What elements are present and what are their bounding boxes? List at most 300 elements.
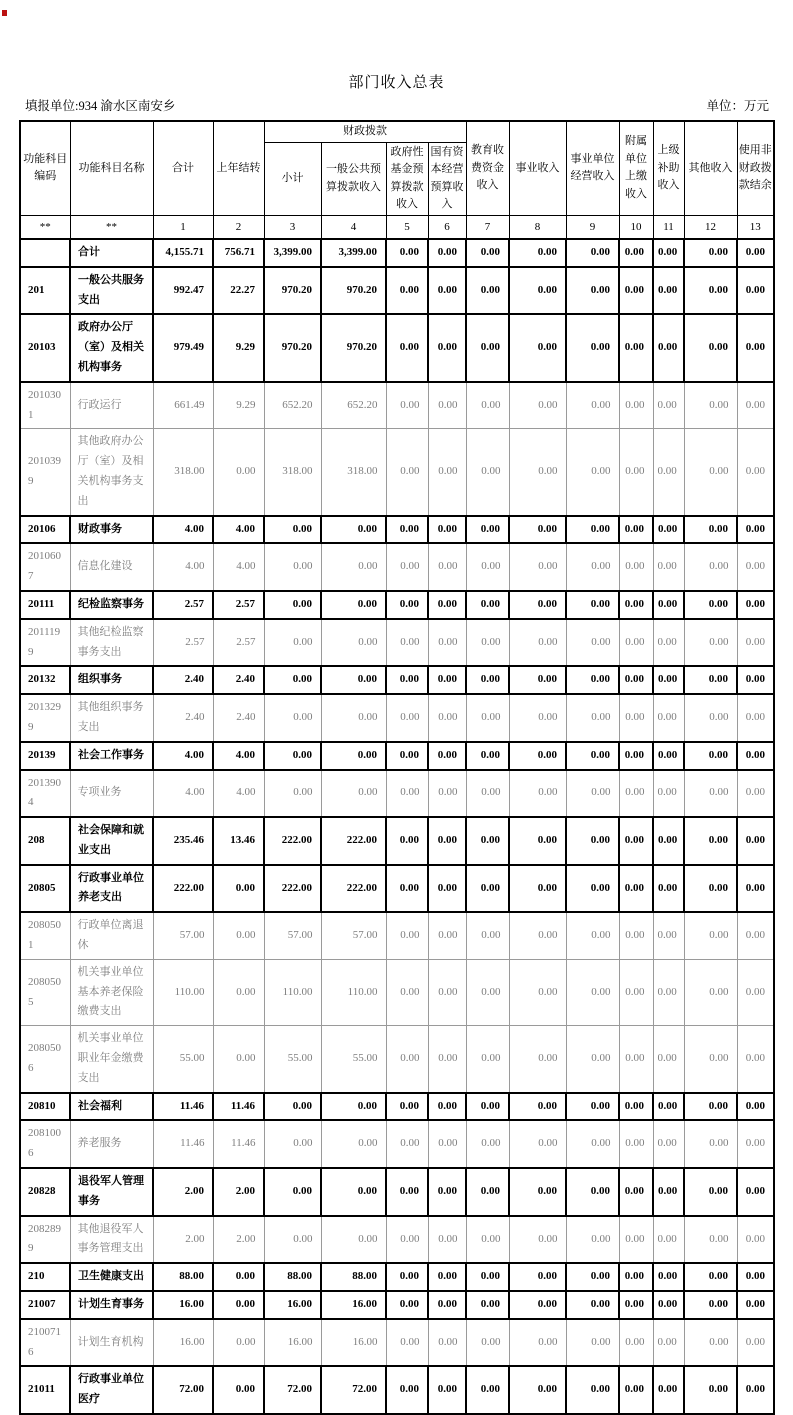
cell-value: 0.00 <box>321 694 386 742</box>
cell-value: 13.46 <box>213 817 264 865</box>
page-title: 部门收入总表 <box>348 75 445 91</box>
cell-value: 0.00 <box>653 1263 684 1291</box>
cell-value: 0.00 <box>509 865 566 913</box>
cell-value: 0.00 <box>737 543 774 591</box>
cell-name: 一般公共服务支出 <box>70 267 153 315</box>
cell-value: 0.00 <box>264 1168 321 1216</box>
cell-value: 0.00 <box>466 742 509 770</box>
cell-value: 0.00 <box>386 1319 428 1367</box>
cell-value: 0.00 <box>386 770 428 818</box>
cell-value: 0.00 <box>566 770 619 818</box>
cell-code: 2082899 <box>20 1216 70 1264</box>
cell-value: 0.00 <box>386 912 428 959</box>
cell-value: 0.00 <box>684 619 737 667</box>
cell-value: 0.00 <box>684 1366 737 1414</box>
cell-value: 2.40 <box>153 694 213 742</box>
cell-value: 0.00 <box>619 429 653 516</box>
cell-value: 0.00 <box>619 1291 653 1319</box>
table-row <box>20 770 774 818</box>
table-row <box>20 1366 774 1414</box>
header-name: 功能科目名称 <box>70 121 153 215</box>
cell-name: 行政事业单位医疗 <box>70 1366 153 1414</box>
cell-value: 0.00 <box>509 770 566 818</box>
index-cell: 4 <box>321 215 386 239</box>
table-row <box>20 1168 774 1216</box>
cell-value: 0.00 <box>428 1093 466 1121</box>
cell-value: 0.00 <box>509 742 566 770</box>
cell-value: 0.00 <box>737 314 774 381</box>
cell-value: 0.00 <box>428 912 466 959</box>
cell-value: 11.46 <box>153 1120 213 1168</box>
cell-value: 0.00 <box>428 267 466 315</box>
cell-value: 0.00 <box>737 1263 774 1291</box>
cell-value: 652.20 <box>321 382 386 429</box>
cell-value: 0.00 <box>428 1366 466 1414</box>
cell-value: 0.00 <box>619 912 653 959</box>
cell-value: 970.20 <box>321 314 386 381</box>
table-row <box>20 1026 774 1093</box>
cell-value: 0.00 <box>386 1026 428 1093</box>
cell-value: 0.00 <box>566 1026 619 1093</box>
table-body <box>20 239 774 1414</box>
cell-value: 0.00 <box>653 1366 684 1414</box>
cell-code: 208 <box>20 817 70 865</box>
cell-value: 0.00 <box>466 516 509 544</box>
cell-value: 0.00 <box>737 429 774 516</box>
cell-value: 0.00 <box>509 267 566 315</box>
index-cell: 3 <box>264 215 321 239</box>
cell-value: 0.00 <box>428 1026 466 1093</box>
cell-name: 合计 <box>70 239 153 267</box>
cell-value: 0.00 <box>428 543 466 591</box>
cell-value: 0.00 <box>466 1366 509 1414</box>
table-row <box>20 314 774 381</box>
cell-name: 其他组织事务支出 <box>70 694 153 742</box>
cell-name: 组织事务 <box>70 666 153 694</box>
cell-value: 9.29 <box>213 382 264 429</box>
header-subtotal: 小计 <box>264 142 321 215</box>
cell-value: 0.00 <box>737 1216 774 1264</box>
cell-name: 退役军人管理事务 <box>70 1168 153 1216</box>
cell-value: 0.00 <box>466 239 509 267</box>
cell-value: 4.00 <box>213 516 264 544</box>
cell-value: 0.00 <box>509 1168 566 1216</box>
cell-value: 970.20 <box>264 314 321 381</box>
cell-value: 0.00 <box>653 912 684 959</box>
cell-code: 2011199 <box>20 619 70 667</box>
cell-code: 2100716 <box>20 1319 70 1367</box>
cell-value: 0.00 <box>321 742 386 770</box>
cell-value: 0.00 <box>509 1093 566 1121</box>
cell-value: 0.00 <box>619 742 653 770</box>
cell-code: 2010399 <box>20 429 70 516</box>
cell-value: 0.00 <box>466 591 509 619</box>
cell-code: 20103 <box>20 314 70 381</box>
cell-value: 0.00 <box>264 1093 321 1121</box>
cell-value: 0.00 <box>619 1093 653 1121</box>
cell-name: 其他政府办公厅（室）及相关机构事务支出 <box>70 429 153 516</box>
cell-value: 0.00 <box>264 543 321 591</box>
cell-value: 0.00 <box>509 516 566 544</box>
cell-code: 21007 <box>20 1291 70 1319</box>
cell-name: 行政事业单位养老支出 <box>70 865 153 913</box>
cell-value: 0.00 <box>386 239 428 267</box>
cell-value: 0.00 <box>684 267 737 315</box>
cell-value: 222.00 <box>264 817 321 865</box>
cell-value: 0.00 <box>619 267 653 315</box>
header-carryover: 上年结转 <box>213 121 264 215</box>
cell-value: 72.00 <box>153 1366 213 1414</box>
table-row <box>20 543 774 591</box>
cell-value: 0.00 <box>737 959 774 1025</box>
meta-line <box>25 96 769 114</box>
cell-value: 318.00 <box>153 429 213 516</box>
cell-value: 2.57 <box>213 591 264 619</box>
cell-value: 2.00 <box>213 1168 264 1216</box>
cell-value: 0.00 <box>428 1120 466 1168</box>
table-row <box>20 239 774 267</box>
cell-value: 0.00 <box>428 619 466 667</box>
cell-value: 0.00 <box>428 314 466 381</box>
table-row <box>20 865 774 913</box>
table-row <box>20 742 774 770</box>
cell-value: 0.00 <box>653 1291 684 1319</box>
cell-value: 0.00 <box>509 666 566 694</box>
index-cell: 12 <box>684 215 737 239</box>
cell-value: 0.00 <box>466 1263 509 1291</box>
cell-value: 0.00 <box>684 865 737 913</box>
cell-value: 55.00 <box>321 1026 386 1093</box>
cell-code: 2010301 <box>20 382 70 429</box>
cell-value: 222.00 <box>153 865 213 913</box>
cell-value: 0.00 <box>619 1263 653 1291</box>
cell-value: 0.00 <box>321 543 386 591</box>
cell-value: 0.00 <box>684 742 737 770</box>
header-other-income: 其他收入 <box>684 121 737 215</box>
cell-value: 0.00 <box>386 1216 428 1264</box>
cell-value: 0.00 <box>684 543 737 591</box>
cell-value: 0.00 <box>653 1319 684 1367</box>
index-cell: 7 <box>466 215 509 239</box>
cell-value: 88.00 <box>264 1263 321 1291</box>
header-superior-subsidy: 上级补助收入 <box>653 121 684 215</box>
cell-value: 0.00 <box>386 817 428 865</box>
cell-value: 0.00 <box>737 666 774 694</box>
cell-value: 661.49 <box>153 382 213 429</box>
cell-value: 0.00 <box>566 267 619 315</box>
cell-value: 0.00 <box>466 1120 509 1168</box>
cell-value: 0.00 <box>428 742 466 770</box>
cell-value: 0.00 <box>566 1168 619 1216</box>
cell-value: 0.00 <box>653 1216 684 1264</box>
table-row <box>20 817 774 865</box>
cell-value: 0.00 <box>428 1263 466 1291</box>
cell-value: 2.57 <box>213 619 264 667</box>
cell-value: 16.00 <box>264 1319 321 1367</box>
table-row <box>20 382 774 429</box>
cell-value: 0.00 <box>264 666 321 694</box>
cell-value: 0.00 <box>684 429 737 516</box>
cell-value: 0.00 <box>213 1291 264 1319</box>
cell-value: 0.00 <box>737 817 774 865</box>
index-cell: 5 <box>386 215 428 239</box>
cell-value: 0.00 <box>386 619 428 667</box>
cell-value: 0.00 <box>737 1168 774 1216</box>
cell-value: 0.00 <box>619 666 653 694</box>
cell-value: 0.00 <box>428 770 466 818</box>
cell-name: 其他退役军人事务管理支出 <box>70 1216 153 1264</box>
cell-code: 20805 <box>20 865 70 913</box>
cell-value: 0.00 <box>684 770 737 818</box>
cell-value: 0.00 <box>386 382 428 429</box>
cell-value: 0.00 <box>566 817 619 865</box>
cell-value: 0.00 <box>653 314 684 381</box>
cell-value: 110.00 <box>153 959 213 1025</box>
cell-value: 0.00 <box>213 429 264 516</box>
cell-name: 其他纪检监察事务支出 <box>70 619 153 667</box>
cell-value: 0.00 <box>619 516 653 544</box>
cell-value: 4.00 <box>153 516 213 544</box>
cell-code: 2081006 <box>20 1120 70 1168</box>
cell-value: 4,155.71 <box>153 239 213 267</box>
cell-code <box>20 239 70 267</box>
cell-value: 110.00 <box>321 959 386 1025</box>
cell-value: 0.00 <box>684 516 737 544</box>
cell-value: 0.00 <box>684 1319 737 1367</box>
cell-value: 16.00 <box>153 1291 213 1319</box>
cell-value: 0.00 <box>619 591 653 619</box>
cell-value: 0.00 <box>684 959 737 1025</box>
table-row <box>20 429 774 516</box>
cell-value: 0.00 <box>509 429 566 516</box>
cell-value: 16.00 <box>321 1319 386 1367</box>
cell-value: 0.00 <box>466 817 509 865</box>
unit-label: 单位：万元 <box>706 99 769 113</box>
cell-value: 0.00 <box>566 619 619 667</box>
table-row <box>20 1216 774 1264</box>
cell-value: 0.00 <box>466 382 509 429</box>
cell-value: 0.00 <box>213 959 264 1025</box>
cell-value: 3,399.00 <box>321 239 386 267</box>
cell-value: 0.00 <box>386 1168 428 1216</box>
cell-value: 0.00 <box>566 1216 619 1264</box>
cell-value: 0.00 <box>509 1120 566 1168</box>
cell-value: 0.00 <box>737 619 774 667</box>
cell-value: 0.00 <box>264 770 321 818</box>
cell-code: 2080501 <box>20 912 70 959</box>
cell-value: 235.46 <box>153 817 213 865</box>
cell-value: 4.00 <box>213 770 264 818</box>
cell-value: 2.00 <box>153 1216 213 1264</box>
cell-value: 0.00 <box>509 1291 566 1319</box>
cell-value: 0.00 <box>737 1319 774 1367</box>
cell-value: 0.00 <box>321 619 386 667</box>
cell-name: 机关事业单位基本养老保险缴费支出 <box>70 959 153 1025</box>
cell-value: 318.00 <box>264 429 321 516</box>
index-cell: 8 <box>509 215 566 239</box>
index-cell: 11 <box>653 215 684 239</box>
cell-value: 0.00 <box>466 770 509 818</box>
cell-value: 0.00 <box>386 543 428 591</box>
cell-value: 0.00 <box>213 1366 264 1414</box>
table-row <box>20 959 774 1025</box>
cell-value: 0.00 <box>653 619 684 667</box>
cell-value: 11.46 <box>213 1120 264 1168</box>
cell-value: 0.00 <box>428 239 466 267</box>
cell-value: 0.00 <box>386 959 428 1025</box>
cell-value: 0.00 <box>509 959 566 1025</box>
cell-value: 0.00 <box>737 1026 774 1093</box>
cell-value: 0.00 <box>509 817 566 865</box>
index-row <box>20 215 774 239</box>
cell-value: 57.00 <box>321 912 386 959</box>
cell-value: 979.49 <box>153 314 213 381</box>
cell-value: 0.00 <box>684 694 737 742</box>
cell-value: 0.00 <box>566 1093 619 1121</box>
cell-value: 0.00 <box>466 267 509 315</box>
cell-value: 0.00 <box>466 1216 509 1264</box>
cell-value: 0.00 <box>566 912 619 959</box>
header-state-capital: 国有资本经营预算收入 <box>428 142 466 215</box>
cell-value: 0.00 <box>653 591 684 619</box>
cell-value: 0.00 <box>737 591 774 619</box>
cell-value: 0.00 <box>566 1319 619 1367</box>
cell-value: 222.00 <box>321 865 386 913</box>
cell-value: 0.00 <box>737 1366 774 1414</box>
cell-value: 4.00 <box>153 742 213 770</box>
table-row <box>20 591 774 619</box>
cell-value: 0.00 <box>428 429 466 516</box>
cell-value: 0.00 <box>386 865 428 913</box>
cell-value: 3,399.00 <box>264 239 321 267</box>
cell-value: 0.00 <box>653 267 684 315</box>
cell-value: 0.00 <box>566 429 619 516</box>
cell-value: 0.00 <box>619 817 653 865</box>
cell-value: 88.00 <box>321 1263 386 1291</box>
cell-code: 20828 <box>20 1168 70 1216</box>
cell-value: 222.00 <box>321 817 386 865</box>
cell-value: 0.00 <box>428 1319 466 1367</box>
cell-value: 0.00 <box>466 666 509 694</box>
cell-value: 0.00 <box>466 619 509 667</box>
cell-value: 0.00 <box>509 591 566 619</box>
table-row <box>20 694 774 742</box>
cell-value: 0.00 <box>684 239 737 267</box>
cell-value: 0.00 <box>509 1263 566 1291</box>
cell-value: 0.00 <box>264 1216 321 1264</box>
table-row <box>20 619 774 667</box>
cell-value: 652.20 <box>264 382 321 429</box>
index-cell: 13 <box>737 215 774 239</box>
cell-name: 信息化建设 <box>70 543 153 591</box>
cell-value: 0.00 <box>386 694 428 742</box>
cell-value: 0.00 <box>619 239 653 267</box>
cell-value: 0.00 <box>386 429 428 516</box>
cell-value: 0.00 <box>566 865 619 913</box>
cell-name: 专项业务 <box>70 770 153 818</box>
cell-value: 0.00 <box>684 1291 737 1319</box>
header-gov-fund: 政府性基金预算拨款收入 <box>386 142 428 215</box>
cell-value: 0.00 <box>566 959 619 1025</box>
cell-value: 72.00 <box>264 1366 321 1414</box>
header-subordinate-remit: 附属单位上缴收入 <box>619 121 653 215</box>
cell-value: 11.46 <box>213 1093 264 1121</box>
cell-value: 0.00 <box>509 314 566 381</box>
cell-value: 0.00 <box>619 1168 653 1216</box>
cell-value: 0.00 <box>428 1291 466 1319</box>
cell-value: 0.00 <box>737 865 774 913</box>
cell-code: 210 <box>20 1263 70 1291</box>
cell-code: 20132 <box>20 666 70 694</box>
cell-value: 0.00 <box>509 1026 566 1093</box>
cell-value: 57.00 <box>264 912 321 959</box>
cell-value: 0.00 <box>466 1291 509 1319</box>
cell-value: 0.00 <box>466 694 509 742</box>
cell-code: 20106 <box>20 516 70 544</box>
cell-value: 0.00 <box>566 742 619 770</box>
cell-value: 0.00 <box>321 516 386 544</box>
cell-value: 0.00 <box>566 543 619 591</box>
cell-value: 0.00 <box>566 1263 619 1291</box>
header-business-income: 事业收入 <box>509 121 566 215</box>
cell-value: 0.00 <box>466 1026 509 1093</box>
cell-value: 22.27 <box>213 267 264 315</box>
cell-value: 2.00 <box>213 1216 264 1264</box>
cell-value: 0.00 <box>509 382 566 429</box>
cell-value: 16.00 <box>321 1291 386 1319</box>
cell-name: 计划生育机构 <box>70 1319 153 1367</box>
cell-value: 2.57 <box>153 591 213 619</box>
cell-value: 0.00 <box>619 1026 653 1093</box>
cell-value: 0.00 <box>428 1216 466 1264</box>
cell-name: 机关事业单位职业年金缴费支出 <box>70 1026 153 1093</box>
index-cell: 6 <box>428 215 466 239</box>
cell-value: 0.00 <box>428 694 466 742</box>
cell-value: 0.00 <box>509 1216 566 1264</box>
cell-value: 0.00 <box>264 742 321 770</box>
cell-value: 756.71 <box>213 239 264 267</box>
cell-value: 2.40 <box>213 694 264 742</box>
cell-value: 0.00 <box>653 817 684 865</box>
cell-value: 0.00 <box>737 742 774 770</box>
cell-name: 社会保障和就业支出 <box>70 817 153 865</box>
cell-value: 4.00 <box>153 543 213 591</box>
cell-value: 2.40 <box>153 666 213 694</box>
cell-value: 970.20 <box>264 267 321 315</box>
cell-value: 0.00 <box>566 382 619 429</box>
cell-value: 0.00 <box>684 817 737 865</box>
cell-value: 0.00 <box>321 591 386 619</box>
cell-value: 0.00 <box>653 694 684 742</box>
cell-value: 0.00 <box>619 619 653 667</box>
cell-value: 0.00 <box>737 239 774 267</box>
header-fiscal-group: 财政拨款 <box>264 121 466 142</box>
cell-value: 4.00 <box>213 742 264 770</box>
cell-value: 0.00 <box>619 770 653 818</box>
income-summary-table <box>19 120 775 1415</box>
cell-value: 0.00 <box>619 314 653 381</box>
cell-value: 4.00 <box>153 770 213 818</box>
cell-value: 0.00 <box>213 1263 264 1291</box>
cell-value: 0.00 <box>386 516 428 544</box>
cell-value: 0.00 <box>466 429 509 516</box>
cell-value: 0.00 <box>684 591 737 619</box>
cell-code: 2013299 <box>20 694 70 742</box>
cell-value: 0.00 <box>653 516 684 544</box>
cell-value: 0.00 <box>566 239 619 267</box>
header-business-operating: 事业单位经营收入 <box>566 121 619 215</box>
cell-value: 0.00 <box>653 429 684 516</box>
